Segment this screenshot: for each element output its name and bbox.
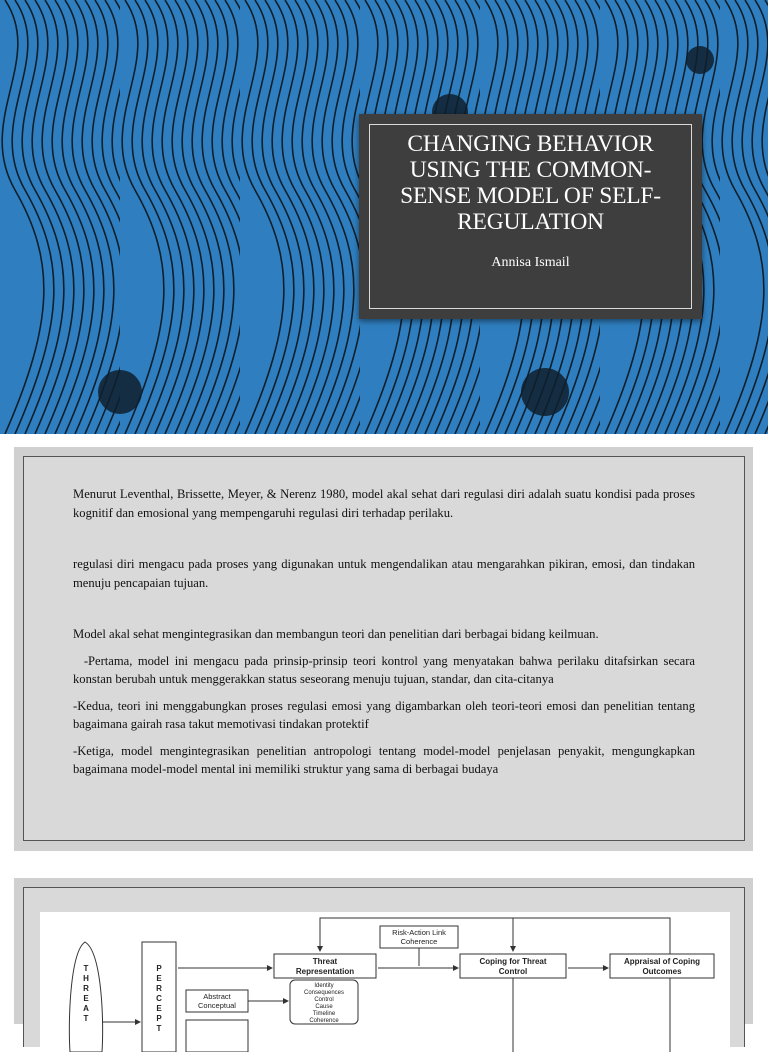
risk-action-link-label: Risk-Action Link <box>392 928 446 937</box>
svg-text:Cause: Cause <box>315 1004 333 1010</box>
threat-representation-sub: Representation <box>295 967 355 976</box>
title-card-border <box>369 124 692 309</box>
svg-text:A: A <box>83 1004 89 1013</box>
title-slide <box>0 0 768 434</box>
svg-text:T: T <box>156 1024 162 1033</box>
conceptual-label: Conceptual <box>198 1001 236 1010</box>
svg-text:P: P <box>156 964 162 973</box>
abstract-label: Abstract <box>203 992 231 1001</box>
svg-text:Coherence: Coherence <box>309 1018 339 1024</box>
svg-text:T: T <box>83 964 89 973</box>
diagram-slide <box>14 878 753 1033</box>
svg-text:R: R <box>156 984 162 993</box>
paragraph-self-regulation: regulasi diri mengacu pada proses yang digunakan untuk mengendalikan atau mengarahkan pikiran, emosi, dan tindakan menuju pencapaian tujuan. <box>73 557 695 590</box>
text-slide-frame <box>23 456 745 841</box>
text-slide-body <box>73 485 699 779</box>
feedback-line <box>320 918 670 954</box>
paragraph-second: -Kedua, teori ini menggabungkan proses regulasi emosi yang digambarkan oleh teori-teori emosi dan penelitian tentang bagaimana gairah rasa takut memotivasi tindakan protektif <box>73 698 695 731</box>
svg-text:T: T <box>83 1014 89 1023</box>
paragraph-first: -Pertama, model ini mengacu pada prinsip-prinsip teori kontrol yang menyatakan bahwa perilaku ditafsirkan secara konstan berubah untuk menggerakkan status seseorang menuju tujuan, standar, dan cita-citanya <box>73 653 699 686</box>
coping-sub: Control <box>498 967 528 976</box>
svg-text:Timeline: Timeline <box>312 1011 336 1017</box>
coping-label: Coping for Threat <box>479 957 547 966</box>
author-name: Annisa Ismail <box>491 255 570 270</box>
svg-text:Consequences: Consequences <box>303 990 345 996</box>
paragraph-integration: Model akal sehat mengintegrasikan dan membangun teori dan penelitian dari berbagai bidang keilmuan. <box>73 627 599 641</box>
svg-text:R: R <box>83 984 89 993</box>
diagram-slide-frame <box>23 887 745 1047</box>
perception-letters <box>156 964 162 1033</box>
paragraph-third: -Ketiga, model mengintegrasikan penelitian antropologi tentang model-model penjelasan penyakit, mengungkapkan bagaimana model-model mental ini memiliki struktur yang sama di berbagai budaya <box>73 743 695 776</box>
threat-letters <box>83 964 89 1023</box>
svg-text:H: H <box>83 974 89 983</box>
title-card <box>359 114 702 319</box>
csm-diagram <box>40 912 730 1052</box>
svg-text:Control: Control <box>314 997 334 1003</box>
svg-text:Identity: Identity <box>314 983 334 989</box>
svg-text:E: E <box>156 974 162 983</box>
svg-text:E: E <box>83 994 89 1003</box>
svg-text:E: E <box>156 1004 162 1013</box>
svg-text:C: C <box>156 994 162 1003</box>
appraisal-sub: Outcomes <box>642 967 682 976</box>
presentation-title: CHANGING BEHAVIOR USING THE COMMON-SENSE MODEL OF SELF-REGULATION <box>400 131 661 235</box>
appraisal-label: Appraisal of Coping <box>624 957 700 966</box>
threat-representation-label: Threat <box>312 957 338 966</box>
paragraph-definition: Menurut Leventhal, Brissette, Meyer, & Nerenz 1980, model akal sehat dari regulasi diri adalah suatu kondisi pada proses kognitif dan emosional yang mempengaruhi regulasi diri terhadap perilaku. <box>73 487 695 520</box>
risk-action-link-sub: Coherence <box>400 937 438 946</box>
diagram-canvas <box>40 912 730 1052</box>
text-slide <box>14 447 753 851</box>
svg-text:P: P <box>156 1014 162 1023</box>
second-left-box <box>186 1020 248 1052</box>
